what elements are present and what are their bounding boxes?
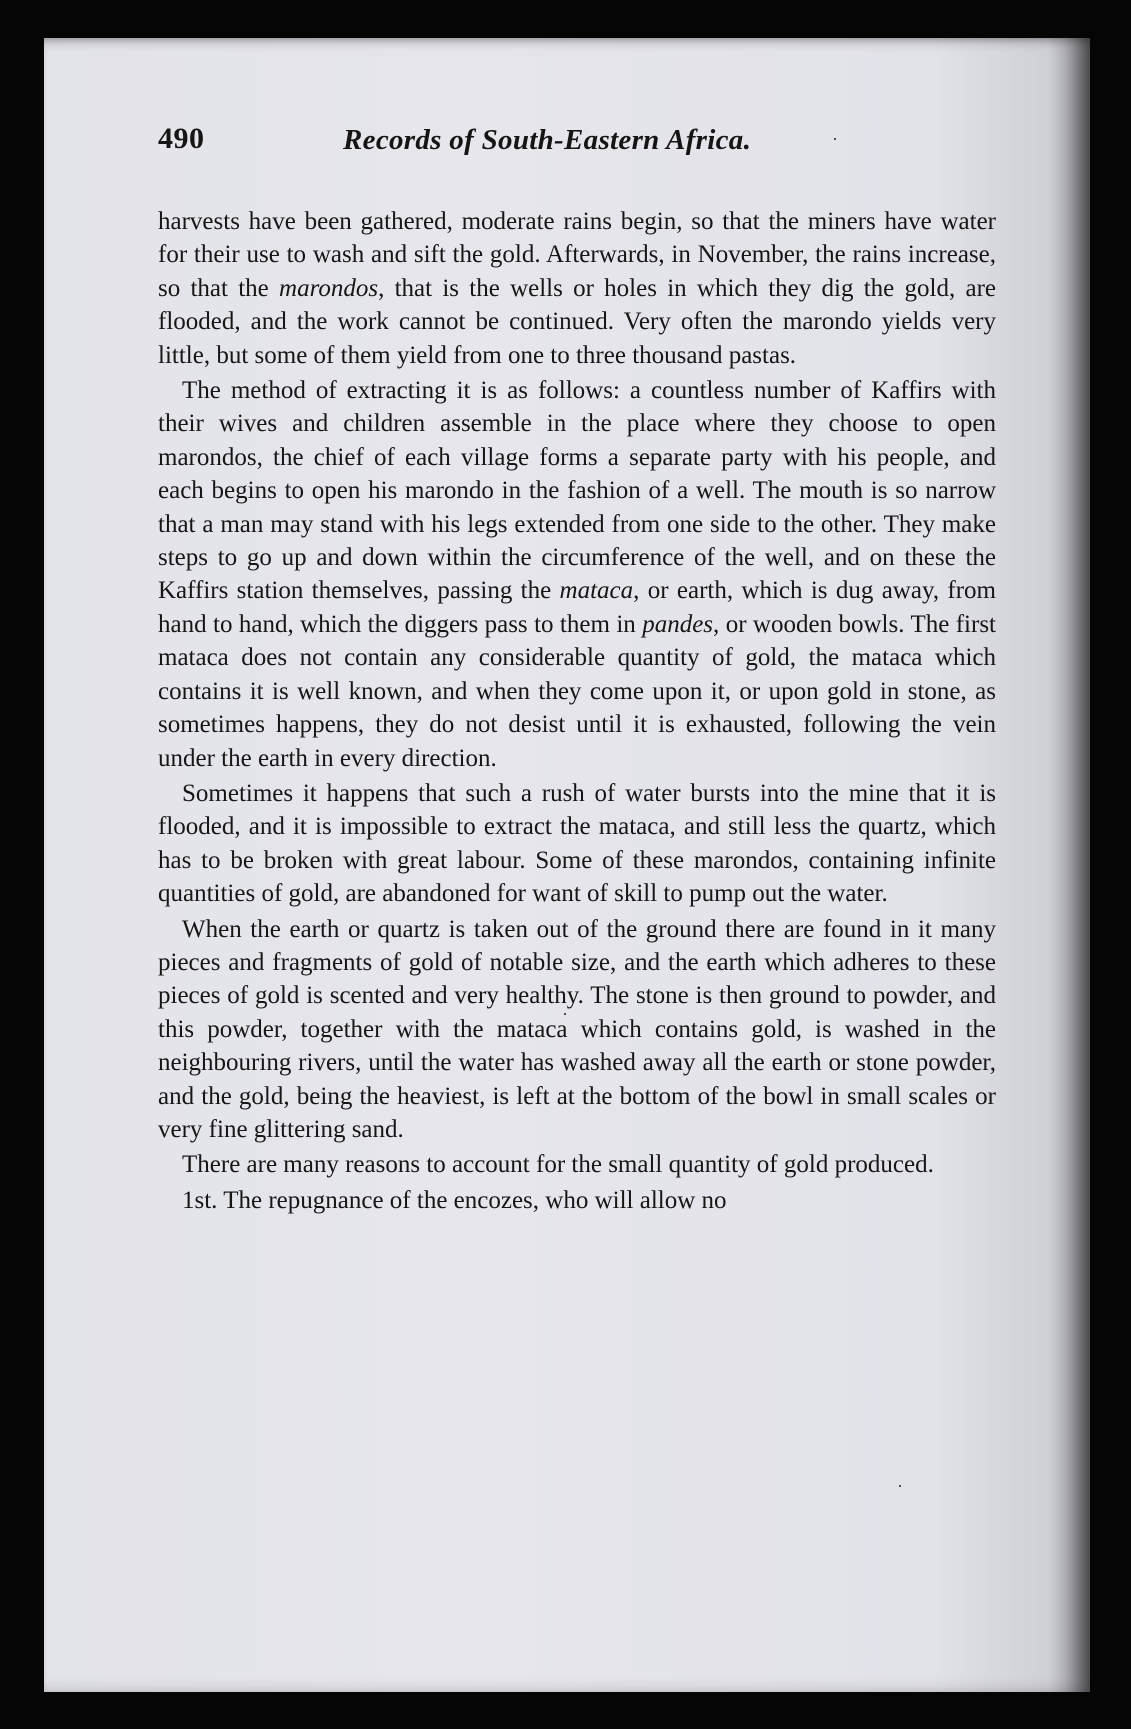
paragraph [158,205,996,372]
paragraph-text: , or wooden bowls. The first mataca does not contain any considerable quantity of gold, the mataca which contains it is well known, and when they come upon it, or upon gold in stone, as sometimes happens, they do not desist until it is exhausted, following the vein under the earth in every direction. [158,610,996,772]
paragraph-text: harvests have been gathered, moderate rains begin, so that the miners have water for their use to wash and sift the gold. Afterwards, in November, the rains increase, so that the [158,208,996,302]
paragraph-text: When the earth or quartz is taken out of the ground there are found in it many pieces and fragments of gold of notable size, and the earth which adheres to these pieces of gold is scented and very healthy. The stone is then ground to powder, and this powder, together with the mataca which contains gold, is washed in the neighbouring rivers, until the water has washed away all the earth or stone powder, and the gold, being the heaviest, is left at the bottom of the bowl in small scales or very fine glittering sand. [158,915,996,1143]
running-title: Records of South-Eastern Africa. [343,124,752,156]
paragraph-text: , or earth, which is dug away, from hand to hand, which the diggers pass to them in [158,577,997,638]
page-number: 490 [158,122,205,155]
paragraph [158,1148,996,1181]
page-header [158,122,858,172]
paragraph-text: The method of extracting it is as follows: a countless number of Kaffirs with their wives and children assemble in the place where they choose to open marondos, the chief of each village forms a separate party with his people, and each begins to open his marondo in the fashion of a well. The mouth is so narrow that a man may stand with his legs extended from one side to the other. They make steps to go up and down within the circumference of the well, and on these the Kaffirs station themselves, passing the [158,377,996,605]
paragraph-text: There are many reasons to account for the small quantity of gold produced. [182,1151,934,1179]
paper-speck [899,1485,901,1487]
paragraph-text: 1st. The repugnance of the encozes, who will allow no [182,1186,727,1214]
italic-term: marondos [279,274,379,302]
body-text [158,205,996,1217]
paragraph-text: , that is the wells or holes in which they dig the gold, are flooded, and the work cannot be continued. Very often the marondo yields very little, but some of them yield from one to three thousand pastas. [158,274,996,369]
paragraph [158,374,996,775]
paragraph [158,913,996,1147]
paragraph-text: Sometimes it happens that such a rush of water bursts into the mine that it is flooded, and it is impossible to extract the mataca, and still less the quartz, which has to be broken with great labour. Some of these marondos, containing infinite quantities of gold, are abandoned for want of skill to pump out the water. [158,779,996,908]
paragraph [158,1184,996,1217]
italic-term: mataca [559,577,634,605]
paragraph [158,777,996,911]
italic-term: pandes [642,610,714,638]
